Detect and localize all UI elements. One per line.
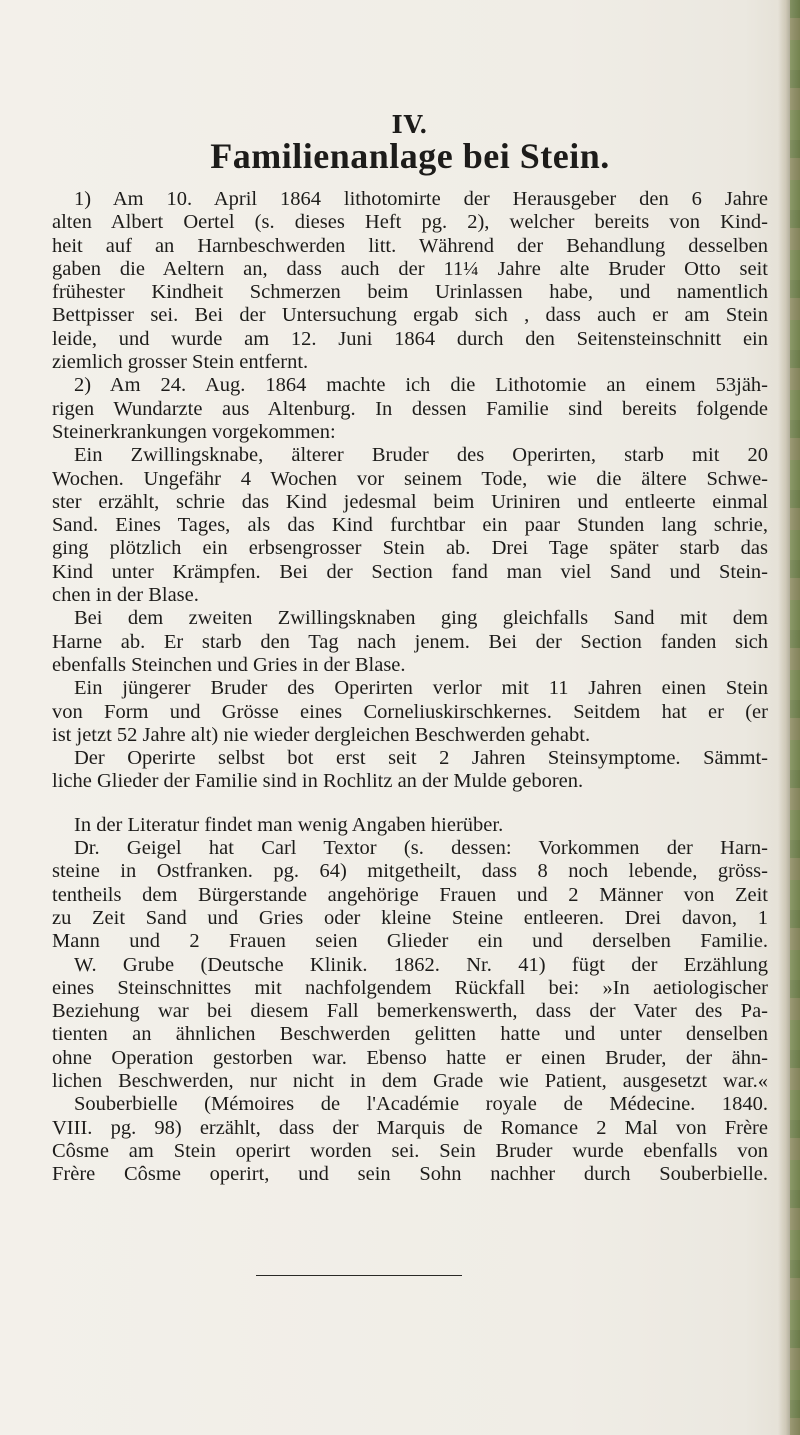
- text-line: Steinerkrankungen vorgekommen:: [52, 420, 336, 443]
- text-line: ging plötzlich ein erbsengrosser Stein ab. Drei Tage später starb das: [52, 537, 768, 560]
- text-line: lichen Beschwerden, nur nicht in dem Grade wie Patient, ausgesetzt war.«: [52, 1069, 768, 1092]
- text-line: Bettpisser sei. Bei der Untersuchung ergab sich , dass auch er am Stein: [52, 304, 768, 327]
- text-line: ohne Operation gestorben war. Ebenso hatte er einen Bruder, der ähn-: [52, 1046, 768, 1069]
- text-line: Sand. Eines Tages, als das Kind furchtbar ein paar Stunden lang schrie,: [52, 514, 768, 537]
- text-line: Dr. Geigel hat Carl Textor (s. dessen: Vorkommen der Harn-: [74, 837, 768, 860]
- text-line: Bei dem zweiten Zwillingsknaben ging gleichfalls Sand mit dem: [74, 607, 768, 630]
- text-line: ster erzählt, schrie das Kind jedesmal beim Uriniren und entleerte einmal: [52, 490, 768, 513]
- text-line: frühester Kindheit Schmerzen beim Urinlassen habe, und namentlich: [52, 281, 768, 304]
- text-line: In der Literatur findet man wenig Angaben hierüber.: [74, 813, 504, 836]
- page-edge-marks: [790, 0, 800, 1435]
- text-line: Beziehung war bei diesem Fall bemerkenswerth, dass der Vater des Pa-: [52, 1000, 768, 1023]
- text-line: Der Operirte selbst bot erst seit 2 Jahren Steinsymptome. Sämmt-: [74, 747, 768, 770]
- text-line: zu Zeit Sand und Gries oder kleine Steine entleeren. Drei davon, 1: [52, 906, 768, 929]
- text-line: steine in Ostfranken. pg. 64) mitgetheilt, dass 8 noch lebende, gröss-: [52, 860, 768, 883]
- text-line: tienten an ähnlichen Beschwerden gelitten hatte und unter denselben: [52, 1023, 768, 1046]
- text-line: Wochen. Ungefähr 4 Wochen vor seinem Tode, wie die ältere Schwe-: [52, 467, 768, 490]
- text-line: 2) Am 24. Aug. 1864 machte ich die Lithotomie an einem 53jäh-: [74, 374, 768, 397]
- text-line: Ein jüngerer Bruder des Operirten verlor mit 11 Jahren einen Stein: [74, 677, 768, 700]
- paragraph-gap: [52, 794, 768, 814]
- closing-rule: [256, 1275, 462, 1276]
- chapter-number: IV.: [391, 110, 429, 139]
- text-line: tentheils dem Bürgerstande angehörige Frauen und 2 Männer von Zeit: [52, 883, 768, 906]
- text-line: ebenfalls Steinchen und Gries in der Blase.: [52, 653, 406, 676]
- text-line: 1) Am 10. April 1864 lithotomirte der Herausgeber den 6 Jahre: [74, 188, 768, 210]
- text-line: alten Albert Oertel (s. dieses Heft pg. 2), welcher bereits von Kind-: [52, 211, 768, 234]
- text-line: von Form und Grösse eines Corneliuskirschkernes. Seitdem hat er (er: [52, 700, 768, 723]
- text-line: Frère Côsme operirt, und sein Sohn nachher durch Souberbielle.: [52, 1163, 768, 1186]
- text-line: ist jetzt 52 Jahre alt) nie wieder dergleichen Beschwerden gehabt.: [52, 723, 591, 746]
- text-line: leide, und wurde am 12. Juni 1864 durch den Seitensteinschnitt ein: [52, 327, 768, 350]
- text-line: VIII. pg. 98) erzählt, dass der Marquis de Romance 2 Mal von Frère: [52, 1116, 768, 1139]
- text-line: heit auf an Harnbeschwerden litt. Während der Behandlung desselben: [52, 234, 768, 257]
- text-line: Souberbielle (Mémoires de l'Académie royale de Médecine. 1840.: [74, 1093, 768, 1116]
- text-line: gaben die Aeltern an, dass auch der 11¼ Jahre alte Bruder Otto seit: [52, 257, 768, 280]
- text-line: rigen Wundarzte aus Altenburg. In dessen Familie sind bereits folgende: [52, 397, 768, 420]
- text-line: Harne ab. Er starb den Tag nach jenem. Bei der Section fanden sich: [52, 630, 768, 653]
- body-text: [52, 188, 768, 1186]
- text-line: W. Grube (Deutsche Klinik. 1862. Nr. 41) fügt der Erzählung: [74, 953, 768, 976]
- chapter-title: Familienanlage bei Stein.: [210, 136, 610, 176]
- text-line: eines Steinschnittes mit nachfolgendem Rückfall bei: »In aetiologischer: [52, 976, 768, 999]
- text-line: liche Glieder der Familie sind in Rochlitz an der Mulde geboren.: [52, 770, 584, 793]
- text-line: Côsme am Stein operirt worden sei. Sein Bruder wurde ebenfalls von: [52, 1139, 768, 1162]
- text-line: ziemlich grosser Stein entfernt.: [52, 351, 309, 374]
- text-line: Mann und 2 Frauen seien Glieder ein und derselben Familie.: [52, 930, 768, 953]
- text-line: chen in der Blase.: [52, 584, 199, 607]
- text-line: Ein Zwillingsknabe, älterer Bruder des Operirten, starb mit 20: [74, 444, 768, 467]
- text-line: Kind unter Krämpfen. Bei der Section fand man viel Sand und Stein-: [52, 560, 768, 583]
